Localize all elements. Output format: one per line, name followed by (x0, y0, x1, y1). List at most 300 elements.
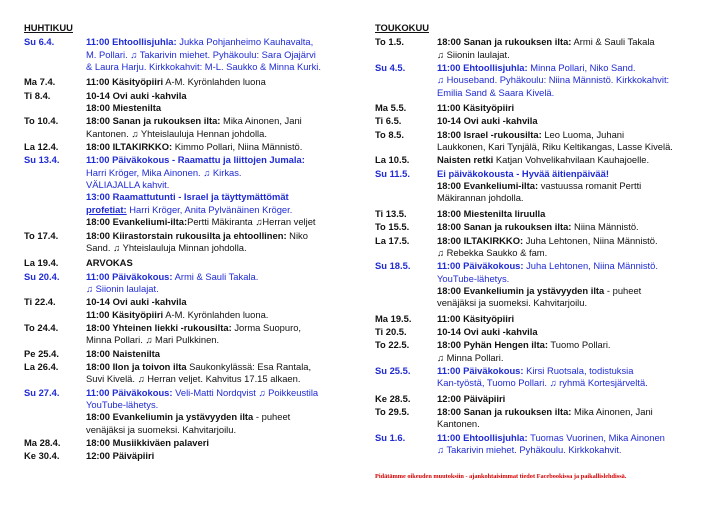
entry-text (86, 90, 346, 102)
schedule-entry (375, 102, 705, 114)
text-segment: Harri Kröger, Mika Ainonen. ♫ Kirkas. (86, 166, 242, 178)
entry-date: Pe 25.4. (24, 347, 59, 359)
entry-text (437, 377, 705, 389)
entry-line (24, 204, 346, 216)
entry-text (86, 191, 346, 203)
text-segment: 11:00 Käsityöpiiri (437, 312, 515, 324)
entry-date: Su 1.6. (375, 431, 406, 443)
text-segment: 18:00 Evankeliumin ja ystävyyden ilta (437, 284, 605, 296)
text-segment: Minna Pollari. ♫ Mari Pulkkinen. (86, 334, 220, 346)
entry-date (375, 49, 437, 61)
text-segment: 11:00 Päiväkokous: (86, 270, 173, 282)
schedule-entry (375, 208, 705, 220)
entry-text (86, 322, 346, 334)
entry-date (24, 283, 86, 295)
entry-text (437, 313, 705, 325)
text-segment: ♫ Houseband. Pyhäkoulu: Niina Männistö. Kirkkokahvit: (437, 74, 670, 86)
schedule-entry (375, 168, 705, 205)
entry-text (437, 221, 705, 233)
entry-text (437, 192, 705, 204)
entry-date (24, 204, 86, 216)
entry-line (375, 285, 705, 297)
entry-text (437, 208, 705, 220)
entry-date (24, 102, 86, 114)
entry-line (375, 102, 705, 114)
entry-line (375, 444, 705, 456)
entry-date: Su 25.5. (375, 364, 411, 376)
text-segment: ARVOKAS (86, 257, 133, 269)
text-segment: Sand. ♫ Yhteislauluja Minnan johdolla. (86, 241, 247, 253)
text-segment: 12:00 Päiväpiiri (437, 392, 506, 404)
entry-line (375, 406, 705, 418)
schedule-entry (24, 387, 346, 436)
column-april (24, 22, 346, 463)
entry-date (375, 141, 437, 153)
entry-date (24, 399, 86, 411)
text-segment: 10-14 Ovi auki -kahvila (437, 115, 538, 127)
entry-line (24, 191, 346, 203)
text-segment: Veli-Matti Nordqvist ♫ Poikkeustila (172, 386, 319, 398)
entry-date: To 8.5. (375, 128, 404, 140)
text-segment: Saukonkylässä: Esa Rantala, (186, 360, 312, 372)
entry-date: Ma 19.5. (375, 312, 412, 324)
text-segment: 18:00 Naistenilta (86, 347, 160, 359)
entry-date (24, 242, 86, 254)
entry-line (375, 432, 705, 444)
entry-text (437, 247, 705, 259)
entry-text (86, 348, 346, 360)
text-segment: 18:00 ILTAKIRKKO: (86, 141, 173, 153)
entry-line (24, 154, 346, 166)
entry-line (24, 424, 346, 436)
entry-date: To 1.5. (375, 36, 404, 48)
entry-date (24, 128, 86, 140)
entry-text (86, 115, 346, 127)
text-segment: 11:00 Päiväkokous: (86, 386, 173, 398)
entry-text (86, 61, 346, 73)
schedule-entry (24, 437, 346, 449)
entry-line (24, 283, 346, 295)
entry-date (375, 285, 437, 297)
text-segment: 18:00 Miestenilta liruulla (437, 207, 546, 219)
entry-line (375, 208, 705, 220)
text-segment: Emilia Sand & Saara Kivelä. (437, 86, 555, 98)
entry-date: Ma 28.4. (24, 437, 61, 448)
text-segment: Harri Kröger, Anita Pylvänäinen Kröger. (126, 203, 293, 215)
entry-date (24, 334, 86, 346)
text-segment: A-M. Kyrönlahden luona (163, 76, 266, 88)
text-segment: 11:00 Päiväkokous - Raamattu ja liittojen Jumala: (86, 154, 305, 166)
entry-line (24, 230, 346, 242)
entry-line (375, 393, 705, 405)
entry-date: Ti 20.5. (375, 325, 407, 337)
text-segment: 11:00 Ehtoollisjuhla: (86, 36, 177, 48)
entry-date: La 12.4. (24, 141, 59, 153)
entry-line (24, 61, 346, 73)
entry-line (375, 418, 705, 430)
entry-date: La 19.4. (24, 257, 59, 269)
entry-line (24, 411, 346, 423)
entry-text (86, 424, 346, 436)
entry-date: Su 18.5. (375, 260, 411, 272)
text-segment: Niina Männistö. (571, 221, 639, 233)
entry-text (437, 74, 705, 86)
entry-text (437, 339, 705, 351)
entry-text (86, 387, 346, 399)
text-segment: Ei päiväkokousta - Hyvää äitienpäivää! (437, 167, 609, 179)
entry-text (86, 230, 346, 242)
schedule-entry (375, 326, 705, 338)
text-segment: 18:00 Sanan ja rukouksen ilta: (437, 36, 572, 48)
text-segment: venäjäksi ja suomeksi. Kahvitarjoilu. (86, 423, 237, 435)
entry-line (24, 309, 346, 321)
entry-date: Ma 7.4. (24, 76, 56, 88)
entry-line (375, 129, 705, 141)
entry-line (375, 115, 705, 127)
entry-line (375, 62, 705, 74)
entry-text (86, 128, 346, 140)
text-segment: Armi & Sauli Takala (571, 36, 655, 48)
entry-line (375, 260, 705, 272)
entry-text (86, 216, 346, 228)
text-segment: Niko (286, 229, 308, 241)
entry-text (437, 393, 705, 405)
text-segment: 11:00 Käsityöpiiri (86, 308, 164, 320)
schedule-entry (24, 76, 346, 88)
text-segment: 18:00 Evankeliumi-ilta: (86, 216, 188, 228)
text-segment: 18:00 Ilon ja toivon ilta (86, 360, 187, 372)
entry-line (375, 168, 705, 180)
entry-date: Su 4.5. (375, 62, 406, 74)
entry-line (24, 76, 346, 88)
entry-line (375, 326, 705, 338)
entry-line (375, 154, 705, 166)
entry-text (437, 273, 705, 285)
text-segment: Jorma Suopuro, (231, 321, 302, 333)
entry-date (24, 424, 86, 436)
entry-date: Ke 30.4. (24, 450, 60, 462)
entry-text (86, 437, 346, 449)
entry-text (437, 235, 705, 247)
schedule-entry (24, 154, 346, 228)
text-segment: 13:00 Raamattutunti - Israel ja täyttymättömät (86, 191, 289, 203)
entry-text (437, 352, 705, 364)
entry-text (437, 432, 705, 444)
text-segment: 18:00 Sanan ja rukouksen ilta: (437, 405, 572, 417)
entry-text (437, 260, 705, 272)
entry-date: Ti 22.4. (24, 296, 56, 308)
schedule-entry (24, 361, 346, 386)
entry-date (375, 444, 437, 456)
entry-line (24, 179, 346, 191)
entry-date (24, 216, 86, 228)
entry-date (375, 74, 437, 86)
entry-date: To 24.4. (24, 321, 59, 333)
schedule-entry (24, 90, 346, 115)
text-segment: & Laura Harju. Kirkkokahvit: M-L. Saukko & Minna Kurki. (86, 61, 321, 73)
entry-text (86, 167, 346, 179)
text-segment: Laukkonen, Kari Tynjälä, Riku Keltikangas, Lasse Kivelä. (437, 141, 673, 153)
entry-date (375, 180, 437, 192)
entry-line (24, 128, 346, 140)
entry-date: La 26.4. (24, 360, 59, 372)
entry-text (437, 326, 705, 338)
entry-line (24, 450, 346, 462)
entry-date: Ke 28.5. (375, 392, 411, 404)
text-segment: Mäkirannan johdolla. (437, 192, 524, 204)
schedule-entry (24, 36, 346, 73)
entry-text (86, 179, 346, 191)
entry-date (24, 179, 86, 191)
text-segment: 12:00 Päiväpiiri (86, 450, 155, 462)
entry-line (24, 36, 346, 48)
entry-line (24, 387, 346, 399)
text-segment: Mika Ainonen, Jani (571, 405, 653, 417)
schedule-entry (375, 129, 705, 154)
entry-date (375, 247, 437, 259)
entry-date: Su 13.4. (24, 154, 60, 166)
text-segment: Kantonen. (437, 418, 480, 430)
text-segment: Mika Ainonen, Jani (220, 115, 302, 127)
entry-text (86, 257, 346, 269)
entry-line (24, 437, 346, 449)
entry-text (86, 361, 346, 373)
text-segment: - puheet (604, 284, 642, 296)
schedule-entry (375, 115, 705, 127)
entry-text (86, 49, 346, 61)
text-segment: Minna Pollari, Niko Sand. (527, 62, 636, 74)
entry-date: To 15.5. (375, 221, 410, 233)
entry-text (437, 129, 705, 141)
entry-date: Ti 13.5. (375, 207, 407, 219)
text-segment: M. Pollari. ♫ Takarivin miehet. Pyhäkoulu: Sara Ojajärvi (86, 48, 316, 60)
entry-date (375, 192, 437, 204)
entry-date: La 17.5. (375, 234, 410, 246)
schedule-entry (375, 221, 705, 233)
entry-text (437, 115, 705, 127)
text-segment: Leo Luoma, Juhani (541, 128, 625, 140)
schedule-entry (375, 406, 705, 431)
entry-date (24, 167, 86, 179)
entry-text (86, 204, 346, 216)
text-segment: A-M. Kyrönlahden luona. (163, 308, 269, 320)
entry-date (375, 352, 437, 364)
entry-date: La 10.5. (375, 154, 410, 166)
entry-text (86, 373, 346, 385)
entry-line (24, 102, 346, 114)
schedule-entry (24, 257, 346, 269)
entry-line (24, 242, 346, 254)
schedule-entry (24, 322, 346, 347)
entry-text (86, 296, 346, 308)
entry-line (24, 399, 346, 411)
schedule-entry (375, 235, 705, 260)
entry-line (24, 322, 346, 334)
text-segment: 18:00 Sanan ja rukouksen ilta: (86, 115, 221, 127)
entry-line (24, 257, 346, 269)
entry-date: Ti 8.4. (24, 89, 51, 101)
schedule-entry (24, 271, 346, 296)
entry-line (375, 297, 705, 309)
entry-text (86, 154, 346, 166)
entry-text (437, 285, 705, 297)
schedule-entry (375, 62, 705, 99)
text-segment: 11:00 Käsityöpiiri (437, 102, 515, 114)
schedule-entry (375, 393, 705, 405)
entry-date: Su 6.4. (24, 36, 55, 48)
text-segment: 10-14 Ovi auki -kahvila (86, 296, 187, 308)
text-segment: Tuomas Vuorinen, Mika Ainonen (527, 431, 665, 443)
entry-line (24, 90, 346, 102)
entry-line (375, 141, 705, 153)
schedule-entry (24, 230, 346, 255)
entry-date (24, 373, 86, 385)
text-segment: 18:00 Yhteinen liekki -rukousilta: (86, 321, 232, 333)
text-segment: Jukka Pohjanheimo Kauhavalta, (176, 36, 314, 48)
entry-line (24, 334, 346, 346)
entry-date (375, 297, 437, 309)
schedule-entry (375, 154, 705, 166)
text-segment: 11:00 Päiväkokous: (437, 260, 524, 272)
entry-line (24, 271, 346, 283)
month-heading: HUHTIKUU (24, 22, 73, 33)
entry-line (24, 361, 346, 373)
entry-line (24, 216, 346, 228)
text-segment: Armi & Sauli Takala. (172, 270, 259, 282)
entry-list (375, 36, 705, 456)
entry-line (24, 115, 346, 127)
entry-date (24, 191, 86, 203)
schedule-entry (375, 313, 705, 325)
text-segment: ♫ Minna Pollari. (437, 351, 504, 363)
entry-line (24, 348, 346, 360)
entry-line (375, 221, 705, 233)
entry-date: To 22.5. (375, 339, 410, 351)
text-segment: 18:00 Evankeliumin ja ystävyyden ilta (86, 411, 254, 423)
entry-text (86, 411, 346, 423)
entry-text (86, 141, 346, 153)
entry-line (24, 49, 346, 61)
entry-date (24, 411, 86, 423)
entry-line (375, 180, 705, 192)
entry-text (437, 49, 705, 61)
schedule-entry (375, 432, 705, 457)
entry-text (437, 141, 705, 153)
text-segment: Tuomo Pollari. (547, 339, 611, 351)
text-segment: 18:00 Israel -rukousilta: (437, 128, 542, 140)
entry-text (437, 180, 705, 192)
text-segment: Kantonen. ♫ Yhteislauluja Hennan johdolla. (86, 127, 267, 139)
entry-date: Ma 5.5. (375, 102, 407, 114)
entry-date: Ti 6.5. (375, 115, 402, 127)
text-segment: VÄLIAJALLA kahvit. (86, 179, 170, 191)
entry-date (375, 377, 437, 389)
text-segment: venäjäksi ja suomeksi. Kahvitarjoilu. (437, 297, 588, 309)
entry-line (375, 377, 705, 389)
entry-list (24, 36, 346, 462)
entry-text (86, 102, 346, 114)
schedule-entry (375, 339, 705, 364)
entry-line (375, 192, 705, 204)
text-segment: 11:00 Ehtoollisjuhla: (437, 431, 528, 443)
text-segment: YouTube-lähetys. (86, 398, 159, 410)
entry-date (375, 418, 437, 430)
disclaimer: Pidätämme oikeuden muutoksiin - ajankohtaisimmat tiedot Facebookissa ja paikallislehdissä. (375, 473, 627, 480)
text-segment: 18:00 Kiirastorstain rukousilta ja ehtoollinen: (86, 229, 287, 241)
entry-date (24, 309, 86, 321)
entry-date: To 17.4. (24, 229, 59, 241)
text-segment: ♫ Siionin laulajat. (437, 48, 510, 60)
text-segment: Kirsi Ruotsala, todistuksia (523, 364, 634, 376)
entry-line (24, 167, 346, 179)
text-segment: 11:00 Päiväkokous: (437, 364, 524, 376)
text-segment: 10-14 Ovi auki -kahvila (437, 325, 538, 337)
entry-text (86, 283, 346, 295)
entry-line (375, 352, 705, 364)
text-segment: Naisten retki (437, 154, 494, 166)
entry-text (86, 334, 346, 346)
text-segment: Suvi Kivelä. ♫ Herran veljet. Kahvitus 17.15 alkaen. (86, 373, 301, 385)
entry-text (86, 76, 346, 88)
entry-text (86, 36, 346, 48)
entry-date: To 29.5. (375, 405, 410, 417)
text-segment: 18:00 Evankeliumi-ilta: (437, 180, 539, 192)
text-segment: ♫ Rebekka Saukko & fam. (437, 246, 548, 258)
text-segment: 11:00 Ehtoollisjuhla: (437, 62, 528, 74)
entry-date: Su 27.4. (24, 386, 60, 398)
entry-text (437, 168, 705, 180)
entry-text (437, 102, 705, 114)
entry-text (86, 242, 346, 254)
entry-date (375, 273, 437, 285)
entry-text (86, 271, 346, 283)
text-segment: Katjan Vohvelikahvilaan Kauhajoelle. (493, 154, 650, 166)
schedule-entry (375, 260, 705, 309)
text-segment: vastuussa romanit Pertti (538, 180, 642, 192)
text-segment: ♫ Siionin laulajat. (86, 282, 159, 294)
entry-line (375, 247, 705, 259)
column-may (375, 22, 705, 456)
text-segment: 18:00 Musiikkiväen palaveri (86, 437, 209, 448)
entry-date: To 10.4. (24, 115, 59, 127)
entry-date (375, 87, 437, 99)
text-segment: ♫ Takarivin miehet. Pyhäkoulu. Kirkkokahvit. (437, 444, 622, 455)
month-heading: TOUKOKUU (375, 22, 429, 33)
entry-text (437, 444, 705, 456)
schedule-entry (375, 36, 705, 61)
entry-text (437, 297, 705, 309)
entry-date: Su 20.4. (24, 270, 60, 282)
text-segment: YouTube-lähetys. (437, 272, 510, 284)
text-segment: 11:00 Käsityöpiiri (86, 76, 164, 88)
entry-line (375, 87, 705, 99)
entry-line (24, 296, 346, 308)
entry-text (437, 87, 705, 99)
entry-line (375, 339, 705, 351)
entry-line (375, 36, 705, 48)
entry-text (437, 406, 705, 418)
text-segment: - puheet (253, 411, 291, 423)
entry-text (86, 450, 346, 462)
entry-date (24, 49, 86, 61)
entry-line (375, 74, 705, 86)
entry-text (437, 36, 705, 48)
entry-text (86, 399, 346, 411)
text-segment: 18:00 ILTAKIRKKO: (437, 234, 524, 246)
entry-date (24, 61, 86, 73)
entry-line (375, 273, 705, 285)
text-segment: Kimmo Pollari, Niina Männistö. (172, 141, 303, 153)
